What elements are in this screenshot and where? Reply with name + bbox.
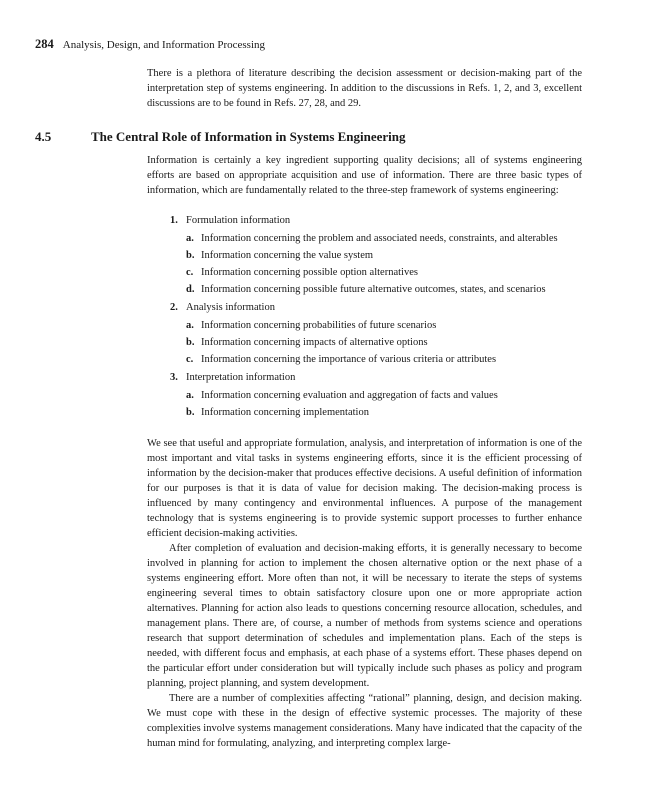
sub-list-item [170, 248, 585, 263]
sub-text: Information concerning the importance of various criteria or attributes [201, 354, 497, 365]
section-number: 4.5 [35, 129, 52, 144]
sub-list-item [170, 388, 585, 403]
sub-letter: b. [186, 337, 195, 348]
sub-letter: d. [186, 284, 195, 295]
body-paragraph: We see that useful and appropriate formulation, analysis, and interpretation of information is one of the most important and vital tasks in systems engineering efforts, since it is the efficient processing of information by the decision-maker that produces effective decisions. A useful definition of information for our purposes is that it is data of value for decision making. The decision-making process is influenced by many contingency and environmental influences. A purpose of the management technology that is systems engineering is to provide systemic support processes to further enhance efficient decision-making activities. [147, 438, 582, 539]
list-label: Analysis information [186, 302, 275, 313]
section-heading [35, 129, 406, 145]
information-types-list [170, 212, 585, 422]
section-intro: Information is certainly a key ingredient supporting quality decisions; all of systems engineering efforts are based on appropriate acquisition and use of information. There are three basic types of information, which are fundamentally related to the three-step framework of systems engineering: [147, 155, 582, 196]
sub-letter: b. [186, 407, 195, 418]
sub-letter: b. [186, 250, 195, 261]
sub-text: Information concerning the problem and associated needs, constraints, and alterables [201, 233, 558, 244]
sub-letter: a. [186, 320, 194, 331]
sub-letter: a. [186, 233, 194, 244]
sub-letter: c. [186, 354, 194, 365]
sub-text: Information concerning possible option alternatives [201, 267, 418, 278]
list-item [170, 212, 585, 229]
sub-list-item [170, 335, 585, 350]
sub-text: Information concerning evaluation and aggregation of facts and values [201, 390, 498, 401]
sub-list-item [170, 405, 585, 420]
page-number: 284 [35, 37, 54, 51]
section-title: The Central Role of Information in Systems Engineering [91, 129, 406, 144]
section-intro-block [147, 153, 582, 198]
sub-list-item [170, 282, 585, 297]
intro-paragraph: There is a plethora of literature describing the decision assessment or decision-making part of the interpretation step of systems engineering. In addition to the discussions in Refs. 1, 2, and 3, excellent discussions are to be found in Refs. 27, 28, and 29. [147, 68, 582, 109]
list-label: Formulation information [186, 215, 291, 226]
list-number: 3. [170, 372, 178, 383]
list-number: 1. [170, 215, 178, 226]
main-text-block [147, 436, 582, 751]
sub-list-item [170, 265, 585, 280]
list-item [170, 299, 585, 316]
sub-text: Information concerning impacts of alternative options [201, 337, 428, 348]
sub-list-item [170, 318, 585, 333]
intro-paragraph-block [147, 66, 582, 111]
sub-text: Information concerning the value system [201, 250, 374, 261]
body-paragraph: After completion of evaluation and decision-making efforts, it is generally necessary to become involved in planning for action to implement the chosen alternative option or the next phase of a systems engineering effort. More often than not, it will be necessary to iterate the steps of systems engineering several times to obtain satisfactory closure upon one or more appropriate action alternatives. Planning for action also leads to questions concerning resource allocation, schedules, and management plans. There are, of course, a number of methods from systems science and operations research that support determination of schedules and implementation plans. Each of the steps is needed, with different focus and emphasis, at each phase of a systems effort. These phases depend on the particular effort under consideration but will typically include such phases as policy and program planning, project planning, and system development. [147, 543, 582, 689]
sub-list-item [170, 231, 585, 246]
sub-text: Information concerning implementation [201, 407, 369, 418]
body-paragraph: There are a number of complexities affecting “rational” planning, design, and decision making. We must cope with these in the design of effective systemic processes. The majority of these complexities involve systems management considerations. Many have indicated that the capacity of the human mind for formulating, analyzing, and interpreting complex large- [147, 693, 582, 749]
list-label: Interpretation information [186, 372, 296, 383]
sub-list-item [170, 352, 585, 367]
running-head [35, 37, 265, 52]
list-item [170, 369, 585, 386]
list-number: 2. [170, 302, 178, 313]
running-title: Analysis, Design, and Information Processing [62, 39, 265, 51]
sub-text: Information concerning possible future alternative outcomes, states, and scenarios [201, 284, 546, 295]
sub-letter: c. [186, 267, 194, 278]
sub-letter: a. [186, 390, 194, 401]
sub-text: Information concerning probabilities of future scenarios [201, 320, 437, 331]
